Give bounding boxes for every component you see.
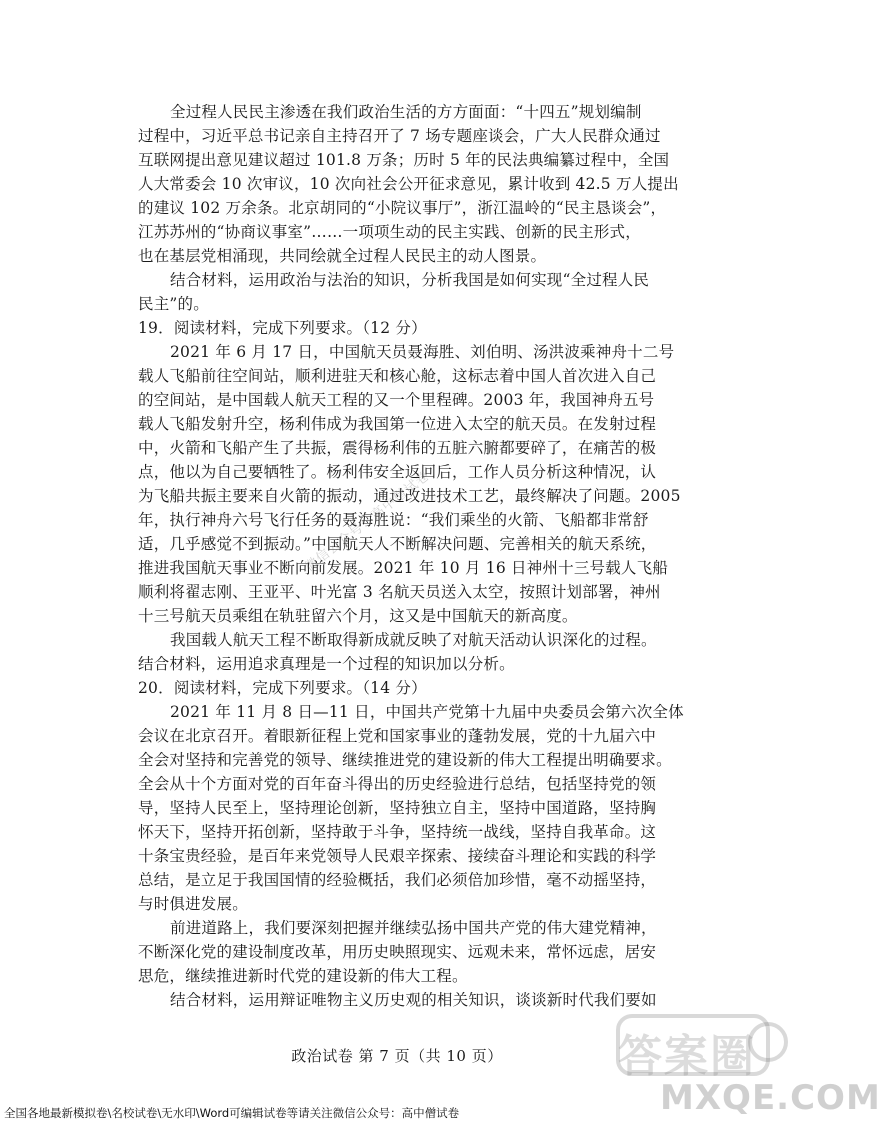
q18-material-line: 互联网提出意见建议超过 101.8 万条；历时 5 年的民法典编纂过程中，全国 [138,151,670,169]
q18-material-line: 江苏苏州的“协商议事室”……一项项生动的民主实践、创新的民主形式， [138,223,641,241]
q20-material-line: 不断深化党的建设制度改革，用历史映照现实、远观未来，常怀远虑，居安 [138,943,657,961]
q19-material-line: 中，火箭和飞船产生了共振，震得杨利伟的五脏六腑都要碎了，在痛苦的极 [138,439,657,457]
q19-material-line: 十三号航天员乘组在轨驻留六个月，这又是中国航天的新高度。 [138,607,578,625]
q20-material-line: 怀天下，坚持开拓创新，坚持敢于斗争，坚持统一战线，坚持自我革命。这 [138,823,657,841]
q20-material-line: 与时俱进发展。 [138,895,248,913]
q18-material [138,100,679,268]
q19-material-line: 推进我国航天事业不断向前发展。2021 年 10 月 16 日神州十三号载人飞船 [138,559,669,577]
bottom-banner: 全国各地最新模拟卷\名校试卷\无水印\Word可编辑试卷等请关注微信公众号：高中僧试卷 [4,1106,460,1120]
logo-cn-text: 答案圈 [618,1031,756,1082]
logo-en-text: MXQE.COM [660,1078,881,1118]
q19-task-line: 我国载人航天工程不断取得新成就反映了对航天活动认识深化的过程。 [170,631,657,649]
q20-task-line: 结合材料，运用辩证唯物主义历史观的相关知识，谈谈新时代我们要如 [170,991,657,1009]
q19-heading: 19．阅读材料，完成下列要求。（12 分） [138,319,427,337]
q20-material-line: 导，坚持人民至上，坚持理论创新，坚持独立自主，坚持中国道路，坚持胸 [138,799,657,817]
q20-material-line: 会议在北京召开。着眼新征程上党和国家事业的蓬勃发展，党的十九届六中 [138,727,657,745]
q18-task [138,268,670,316]
q18-material-line: 过程中，习近平总书记亲自主持召开了 7 场专题座谈会，广大人民群众通过 [138,127,661,145]
q20-heading: 20．阅读材料，完成下列要求。（14 分） [138,679,427,697]
q20-material-para1 [138,700,684,916]
q20-material-line: 十条宝贵经验，是百年来党领导人民艰辛探索、接续奋斗理论和实践的科学 [138,847,657,865]
q18-task-line: 结合材料，运用政治与法治的知识，分析我国是如何实现“全过程人民 [170,271,650,289]
q20-material-line: 前进道路上，我们要深刻把握并继续弘扬中国共产党的伟大建党精神， [170,919,657,937]
diagonal-watermark: 微信公众号：高中僧试卷 [302,468,434,575]
q20-material-para2 [138,916,670,988]
q19-material-line: 2021 年 6 月 17 日，中国航天员聂海胜、刘伯明、汤洪波乘神舟十二号 [170,343,675,361]
q19-material-line: 为飞船共振主要来自火箭的振动，通过改进技术工艺，最终解决了问题。2005 [138,487,681,505]
q18-material-line: 人大常委会 10 次审议，10 次向社会公开征求意见，累计收到 42.5 万人提出 [138,175,679,193]
q18-material-line: 也在基层党相涌现，共同绘就全过程人民民主的动人图景。 [138,247,547,265]
q19-material-line: 载人飞船前往空间站，顺利进驻天和核心舱，这标志着中国人首次进入自己 [138,367,657,385]
q19-material-line: 适，几乎感觉不到振动。”中国航天人不断解决问题、完善相关的航天系统， [138,535,657,553]
q18-material-line: 全过程人民民主渗透在我们政治生活的方方面面：“十四五”规划编制 [170,103,642,121]
q19-material-line: 点，他以为自己要牺牲了。杨利伟安全返回后，工作人员分析这种情况，认 [138,463,657,481]
q20-task [138,988,670,1012]
q19-material-line: 顺利将翟志刚、王亚平、叶光富 3 名航天员送入太空，按照计划部署，神州 [138,583,661,601]
q20-material-line: 全会从十个方面对党的百年奋斗得出的历史经验进行总结，包括坚持党的领 [138,775,657,793]
q18-task-line: 民主”的。 [138,295,209,313]
q19-material-line: 载人飞船发射升空，杨利伟成为我国第一位进入太空的航天员。在发射过程 [138,415,657,433]
q20-material-line: 全会对坚持和完善党的领导、继续推进党的建设新的伟大工程提出明确要求。 [138,751,672,769]
page-content [138,100,684,1012]
q19-material-line: 年，执行神舟六号飞行任务的聂海胜说：“我们乘坐的火箭、飞船都非常舒 [138,511,649,529]
q20-material-line: 思危，继续推进新时代党的建设新的伟大工程。 [138,967,468,985]
q18-material-line: 的建议 102 万余条。北京胡同的“小院议事厅”，浙江温岭的“民主恳谈会”， [138,199,667,217]
q20-material-line: 2021 年 11 月 8 日—11 日，中国共产党第十九届中央委员会第六次全体 [170,703,684,721]
page-footer: 政治试卷 第 7 页（共 10 页） [291,1047,503,1065]
q19-material-line: 的空间站，是中国载人航天工程的又一个里程碑。2003 年，我国神舟五号 [138,391,655,409]
q19-task [138,628,670,676]
q20-material-line: 总结，是立足于我国国情的经验概括，我们必须倍加珍惜，毫不动摇坚持， [138,871,657,889]
q19-task-line: 结合材料，运用追求真理是一个过程的知识加以分析。 [138,655,515,673]
